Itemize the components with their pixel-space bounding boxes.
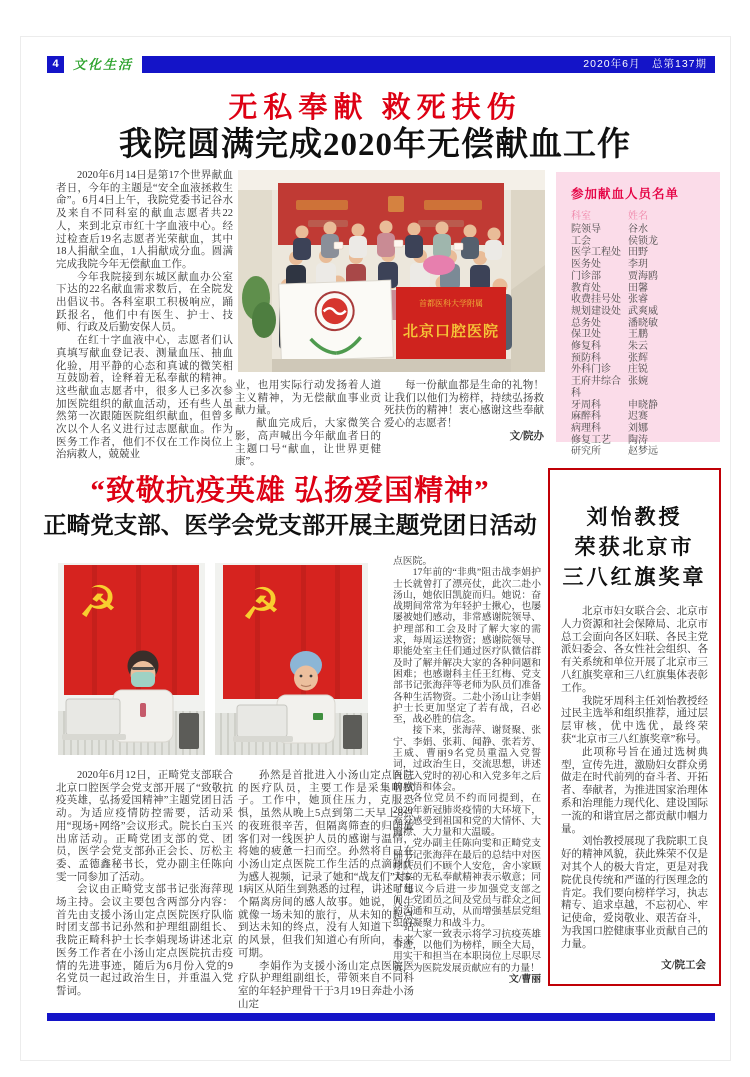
donor-name: 陶涛 — [628, 434, 648, 446]
donor-name: 张辉 — [628, 352, 648, 364]
laptop — [62, 699, 126, 740]
donor-dept: 外科门诊 — [571, 364, 611, 376]
donor-name: 张睿 — [628, 294, 648, 306]
meeting-photo-1 — [58, 563, 205, 755]
article2-headline: 正畸党支部、医学会党支部开展主题党团日活动 — [43, 513, 537, 539]
table-row — [571, 283, 710, 295]
donor-list — [571, 224, 710, 458]
table-row — [571, 411, 710, 423]
donor-name: 侯锁龙 — [628, 235, 658, 247]
donor-dept: 医学工程处 — [571, 247, 621, 259]
donor-name: 田馨 — [628, 282, 648, 294]
table-row — [571, 329, 710, 341]
donors-table-header — [571, 210, 710, 223]
table-row — [571, 259, 710, 271]
stairs — [272, 359, 511, 372]
paragraph: 2020年6月12日，正畸党支部联合北京口腔医学会党支部开展了“致敬抗疫英雄，弘扬爱国精神”主题党团日活动。为适应疫情防控需要，活动采用“现场+网络”会议形式。院长白玉兴出席活动。正畸党团支部的党、团员，医学会党支部孙正会长、厉松主委、孟德鑫秘书长，党办副主任陈向雯一同参加了活动。 — [56, 770, 233, 883]
donor-name: 朱云 — [628, 341, 648, 353]
donor-name: 李玥 — [628, 259, 648, 271]
donor-name: 田野 — [628, 247, 648, 259]
paragraph: 2020年6月14日是第17个世界献血者日，今年的主题是“安全血液拯救生命”。6月4日上午，我院党委书记谷水及来自不同科室的献血志愿者共22人，来到北京市红十字血液中心。经过检查后19名志愿者光荣献血，其中18人捐献全血，1人捐献成分血。圆满完成我院今年无偿献血工作。 — [56, 170, 233, 270]
white-flag — [279, 280, 394, 361]
paragraph: 李娟作为支援小汤山定点医院医疗队护理组副组长，带领来自不同科室的年轻护理骨干于3月19日奔赴小汤山定 — [238, 960, 414, 1010]
paragraph: 接下来，张海萍、谢贤聚、张宁、李娟、张莉、闻静、张若芳、王威、曹丽9名党员重温入党誓词，过政治生日，交流思想，讲述自己入党时的初心和入党多年之后的感悟和体会。 — [393, 725, 541, 793]
table-row — [571, 435, 710, 447]
paragraph: 献血完成后，大家微笑合影，高声喊出今年献血者日的主题口号“献血，让世界更健康”。 — [235, 418, 381, 468]
party-flag — [223, 565, 362, 699]
donor-dept: 门诊部 — [571, 270, 601, 282]
donor-dept: 病理科 — [571, 422, 601, 434]
paragraph: 各位党员不约而同提到，在2020年新冠肺炎疫情的大环境下，充分感受到祖国和党的大情怀、大胸襟、大力量和大温暖。 — [393, 793, 541, 839]
paragraph: 大家一致表示将学习抗疫英雄事迹，以他们为榜样，顾全大局，用实干和担当在本职岗位上尽职尽责，为医院发展贡献应有的力量！ — [393, 928, 541, 974]
donor-name: 赵梦远 — [628, 446, 658, 458]
banner-small-text: 首都医科大学附属 — [419, 299, 483, 308]
table-row — [571, 318, 710, 330]
table-row — [571, 364, 710, 376]
donor-dept: 修复工艺 — [571, 434, 611, 446]
donors-box-title: 参加献血人员名单 — [571, 187, 680, 201]
donor-name: 庄锐 — [628, 364, 648, 376]
donor-name: 张婉 — [628, 376, 648, 388]
article1-column-2 — [235, 380, 381, 469]
sidebar-byline: 文/院工会 — [661, 960, 706, 971]
donor-dept: 规划建设处 — [571, 305, 621, 317]
paragraph: 孙然是首批进入小汤山定点医院的医疗队员，主要工作是采集咽拭子。工作中，她顶住压力，克服恐惧，虽然从晚上5点到第二天早上8点的夜班很辛苦，但隔离筛查的归国旅客们对一线医护人员的感谢与温情，将她的疲惫一扫而空。孙然将自己在小汤山定点医院工作生活的点滴制作为感人视频，记录了她和“战友们”对5-1病区从陌生到熟悉的过程，讲述了每个隔离房间的感人故事。她说，人生就像一场未知的旅行，从未知的起点到达未知的终点，没有人知道下一站的风景，但我们知道心有所向，未来可期。 — [238, 770, 414, 959]
article1-byline: 文/院办 — [509, 430, 544, 442]
laptop — [233, 705, 293, 742]
table-row — [571, 224, 710, 236]
table-row — [571, 353, 710, 365]
donor-dept: 预防科 — [571, 352, 601, 364]
group-photo — [238, 170, 545, 372]
paragraph: 在红十字血液中心，志愿者们认真填写献血登记表、测量血压、抽血化验，用平静的心态和真诚的微笑相互鼓励着，诠释着无私奉献的精神。这些献血志愿者中，很多人已多次参加医院组织的献血活动，还有些人虽然第一次跟随医院组织献血，但曾多次以个人名义进行过志愿献血。作为医务工作者，他们不仅在工作岗位上治病救人，兢兢业 — [56, 335, 233, 461]
banner-large-text: 北京口腔医院 — [402, 324, 500, 340]
donor-name: 武爽威 — [628, 305, 658, 317]
donor-dept: 修复科 — [571, 341, 601, 353]
sidebar-title-line: 刘怡教授 — [586, 505, 683, 529]
article1-kicker: 无私奉献 救死扶伤 — [228, 92, 522, 124]
paragraph: 点医院。 — [393, 556, 433, 567]
table-row — [571, 306, 710, 318]
table-row — [571, 247, 710, 259]
paragraph: 北京市妇女联合会、北京市人力资源和社会保障局、北京市总工会面向各区妇联、各民主党派妇委会、各女性社会组织、各有关系统和单位开展了北京市三八红旗奖章和三八红旗集体表彰工作。 — [561, 606, 708, 694]
uniform-badge — [313, 713, 323, 720]
hospital-banner — [396, 287, 506, 359]
column-header-dept: 科室 — [571, 211, 591, 222]
pink-sign — [423, 255, 455, 275]
award-sidebar-box — [548, 468, 721, 986]
section-title: 文化生活 — [73, 57, 134, 72]
footer-rule — [47, 1013, 715, 1021]
table-row — [571, 446, 710, 458]
meeting-photo-2 — [215, 563, 368, 755]
paragraph: 会议由正畸党支部书记张海萍现场主持。会议主要包含两部分内容：首先由支援小汤山定点医院医疗队临时团支部书记孙然和护理组副组长、我院正畸科护士长李娟现场讲述北京医务工作者在小汤山定点医院抗击疫情的先进事迹，随后为6月份入党的9名党员一起过政治生日，并重温入党誓词。 — [56, 884, 233, 997]
donor-dept: 医务处 — [571, 259, 601, 271]
article2-column-3 — [393, 556, 541, 985]
table-row — [571, 271, 710, 283]
paragraph: 今年我院接到东城区献血办公室下达的22名献血需求数后，在全院发出倡议书。各科室职工积极响应，踊跃报名，他们中有医生、护士、技师、行政及后勤安保人员。 — [56, 271, 233, 334]
donor-name: 刘娜 — [628, 422, 648, 434]
donor-dept: 收费挂号处 — [571, 294, 621, 306]
donor-name: 王鹏 — [628, 329, 648, 341]
sidebar-body — [561, 606, 708, 952]
table-row — [571, 236, 710, 248]
hammer-sickle-icon: ☭ — [241, 579, 281, 630]
donor-dept: 麻醉科 — [571, 411, 601, 423]
donor-name: 申晓静 — [628, 399, 658, 411]
donor-dept: 总务处 — [571, 317, 601, 329]
page-number: 4 — [47, 56, 64, 73]
article2-kicker: “致敬抗疫英雄 弘扬爱国精神” — [90, 475, 490, 507]
hammer-sickle-icon: ☭ — [78, 577, 118, 628]
article1-column-3 — [384, 380, 544, 444]
sidebar-title — [561, 502, 708, 592]
table-row — [571, 376, 710, 399]
issue-info: 2020年6月 总第137期 — [142, 56, 715, 73]
article1-headline: 我院圆满完成2020年无偿献血工作 — [119, 127, 631, 163]
donor-dept: 研究所 — [571, 446, 601, 458]
donor-name: 贾海鸥 — [628, 270, 658, 282]
stool — [343, 715, 362, 749]
table-row — [571, 400, 710, 412]
donor-dept: 教育处 — [571, 282, 601, 294]
paragraph: 刘怡教授展现了我院职工良好的精神风貌，获此殊荣不仅是对其个人的极大肯定，更是对我院优良传统和严谨的行医理念的肯定。我们要向榜样学习，执志精专、追求卓越，不忘初心、牢记使命，爱岗敬业、艰苦奋斗，为我国口腔健康事业贡献自己的力量。 — [561, 836, 708, 950]
article1-column-1 — [56, 170, 233, 462]
donor-dept: 保卫处 — [571, 329, 601, 341]
donor-dept: 王府井综合科 — [571, 376, 621, 399]
donors-box — [556, 172, 720, 458]
donor-dept: 工会 — [571, 235, 591, 247]
paragraph: 党办副主任陈向雯和正畸党支部书记张海萍在最后的总结中对医疗队员们不顾个人安危，舍小家顾大家的无私奉献精神表示敬意；同时建议今后进一步加强党支部之间、党团员之间及党员与群众之间的沟通和互动，从而增强基层党组织的凝聚力和战斗力。 — [393, 838, 541, 929]
donor-name: 谷水 — [628, 224, 648, 235]
article2-column-1 — [56, 770, 233, 999]
donor-name: 迟赛 — [628, 411, 648, 423]
paragraph: 业，也用实际行动发扬着人道主义精神，为无偿献血事业贡献力量。 — [235, 380, 381, 417]
paragraph: 每一份献血都是生命的礼物！让我们以他们为榜样，持续弘扬救死扶伤的精神！衷心感谢这些奉献爱心的志愿者！ — [384, 380, 544, 430]
sidebar-title-line: 三八红旗奖章 — [562, 565, 707, 589]
donor-dept: 院领导 — [571, 224, 601, 235]
table-row — [571, 423, 710, 435]
donor-name: 潘晓敏 — [628, 317, 658, 329]
paragraph: 17年前的“非典”阻击战李娟护士长就曾打了漂亮仗，此次二赴小汤山，她依旧凯旋而归。她说：奋战期间常常为年轻护士揪心，也屡屡被她们感动，非常感谢院领导、护理部和工会及时了解大家的需求，每周运送物资；感谢院领导、职能处室主任们通过医疗队微信群及时了解并解决大家的各种问题和困难；也感谢科主任王红梅、党支部书记张海萍等老师为队员们准备各种生活物资。二赴小汤山让李娟护士长更加坚定了若有战，召必至，战必胜的信念。 — [393, 567, 541, 726]
article2-column-2 — [238, 770, 414, 1011]
paragraph: 我院牙周科主任刘怡教授经过民主选举和组织推荐，通过层层审核，优中选优，最终荣获“北京市三八红旗奖章”称号。 — [561, 695, 708, 745]
donor-dept: 牙周科 — [571, 399, 601, 411]
paragraph: 此项称号旨在通过选树典型，宣传先进，激励妇女群众勇做走在时代前列的奋斗者、开拓者、奉献者，为推进国家治理体系和治理能力现代化、建设国际一流的和谐宜居之都贡献巾帼力量。 — [561, 746, 708, 835]
page-header — [47, 56, 715, 73]
stool — [179, 713, 199, 749]
table-row — [571, 341, 710, 353]
table-row — [571, 294, 710, 306]
article2-byline: 文/曹丽 — [508, 973, 541, 985]
glasses — [132, 667, 154, 670]
face-mask — [131, 672, 155, 687]
column-header-name: 姓名 — [628, 211, 648, 222]
sidebar-title-line: 荣获北京市 — [574, 535, 695, 559]
